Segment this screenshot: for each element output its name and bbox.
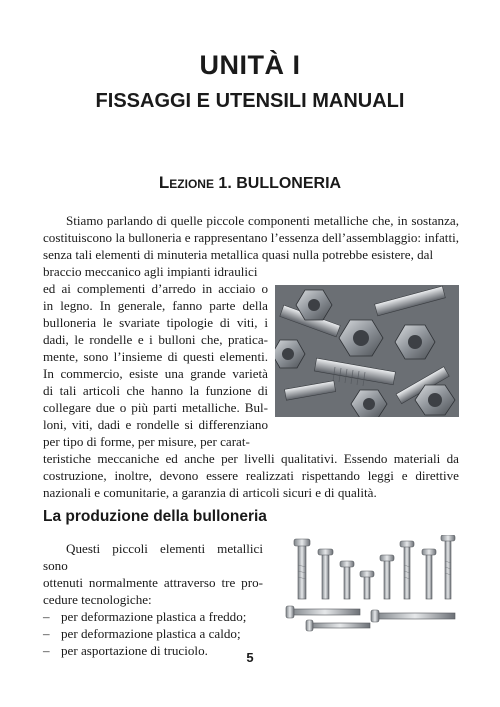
dash-bullet: – <box>43 609 50 624</box>
intro-wrap-text <box>43 263 268 450</box>
production-line: ottenuti normalmente attraverso tre pro- <box>43 575 263 590</box>
lesson-title <box>0 173 500 193</box>
page-number: 5 <box>246 650 254 665</box>
wrap-line: per tipo di forme, per misure, per carat- <box>43 434 250 449</box>
screws-photo <box>280 535 460 635</box>
dash-bullet: – <box>43 626 50 641</box>
wrap-line: In commercio, esiste una grande varietà <box>43 366 268 381</box>
list-item-text: per deformazione plastica a caldo; <box>61 626 241 641</box>
list-item-text: per deformazione plastica a freddo; <box>61 609 247 624</box>
production-line: cedure tecnologiche: <box>43 592 152 607</box>
bolts-photo <box>275 285 459 417</box>
list-item <box>43 625 263 642</box>
wrap-line: di tali articoli che hanno la funzione di <box>43 383 268 398</box>
list-item-text: per asportazione di truciolo. <box>61 643 208 658</box>
intro-continuation: teristiche meccaniche ed anche per livelli qualitativi. Essendo materiali da costruzione, inoltre, devono essere realizzati rispettando leggi e direttive nazionali e comunitarie, a garanzia di articoli sicuri e di qualità. <box>43 451 459 500</box>
wrap-line: loni, viti, dadi e rondelle si differenziano <box>43 417 268 432</box>
wrap-line: ed ai complementi d’arredo in acciaio o <box>43 281 268 296</box>
wrap-line: dadi, le rondelle e i bulloni che, pratica- <box>43 332 268 347</box>
wrap-line: in legno. In generale, fanno parte della <box>43 298 268 313</box>
unit-subtitle: FISSAGGI E UTENSILI MANUALI <box>95 90 405 112</box>
production-line: Questi piccoli elementi metallici sono <box>43 541 263 573</box>
intro-paragraph: Stiamo parlando di quelle piccole componenti metalliche che, in sostanza, costituiscono la bulloneria e rappresentano l’essenza dell’assemblaggio: infatti, senza tali elementi di minuteria metallica quasi nulla potrebbe esistere, dal <box>43 213 459 262</box>
lesson-prefix: Lezione <box>158 173 214 192</box>
list-item <box>43 608 263 625</box>
lesson-heading: 1. BULLONERIA <box>213 175 342 192</box>
production-text <box>43 540 263 659</box>
wrap-line: braccio meccanico agli impianti idraulici <box>43 264 258 279</box>
section-title: La produzione della bulloneria <box>43 508 267 525</box>
wrap-line: collegare due o più parti metalliche. Bul- <box>43 400 268 415</box>
wrap-line: bulloneria le svariate tipologie di viti, i <box>43 315 268 330</box>
unit-title: UNITÀ I <box>199 50 301 80</box>
wrap-line: mente, sono l’insieme di questi elementi. <box>43 349 268 364</box>
dash-bullet: – <box>43 643 50 658</box>
